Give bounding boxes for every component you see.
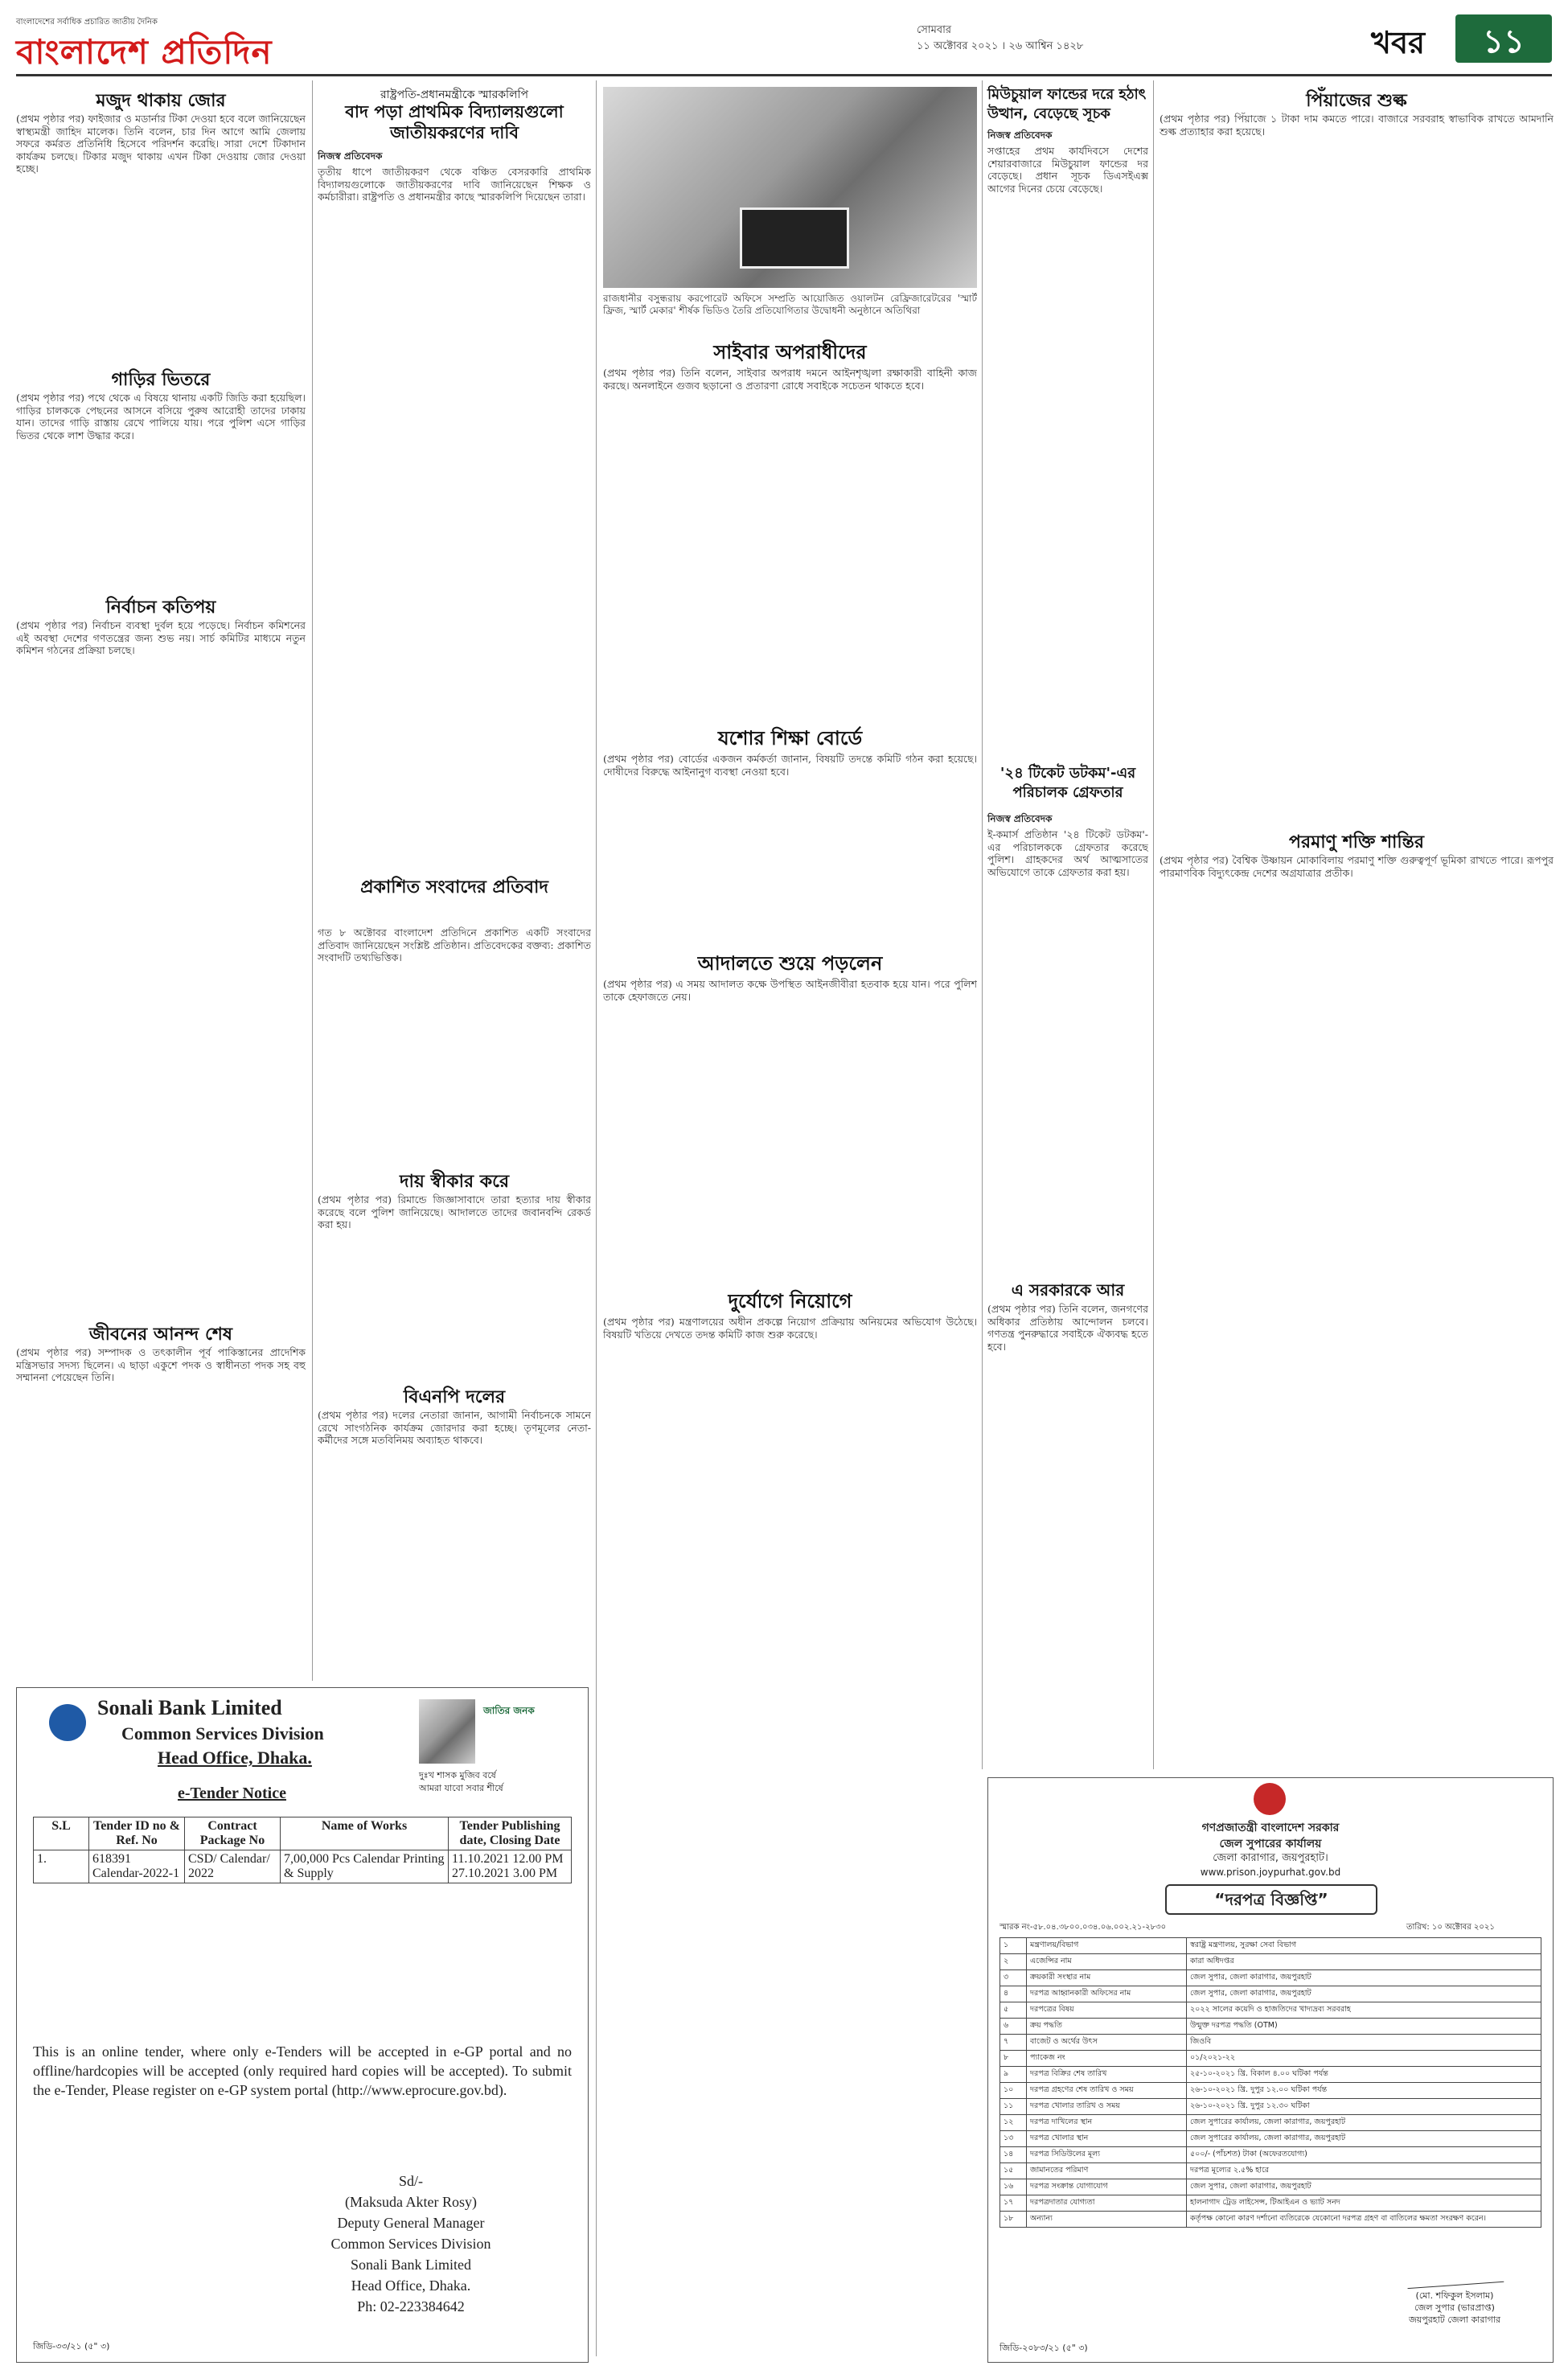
table-cell: CSD/ Calendar/ 2022 bbox=[185, 1850, 281, 1883]
tender-detail-value: জিওবি bbox=[1187, 2035, 1541, 2051]
article-body: ই-কমার্স প্রতিষ্ঠান '২৪ টিকেট ডটকম'-এর পরিচালককে গ্রেফতার করেছে পুলিশ। গ্রাহকদের অর্থ আত্মসাতের অভিযোগে তাকে গ্রেফতার করা হয়। bbox=[987, 828, 1148, 878]
tender-detail-item: বাজেট ও অর্থের উৎস bbox=[1027, 2035, 1187, 2051]
headline: যশোর শিক্ষা বোর্ডে bbox=[717, 727, 863, 750]
tender-detail-value: জেল সুপার, জেলা কারাগার, জয়পুরহাট bbox=[1187, 1970, 1541, 1986]
tender-detail-no: ৮ bbox=[1000, 2051, 1027, 2067]
headline: প্রকাশিত সংবাদের প্রতিবাদ bbox=[360, 877, 548, 897]
tender-detail-value: স্বরাষ্ট্র মন্ত্রণালয়, সুরক্ষা সেবা বিভাগ bbox=[1187, 1938, 1541, 1954]
masthead-tagline: বাংলাদেশের সর্বাধিক প্রচারিত জাতীয় দৈনিক bbox=[16, 18, 158, 27]
article-body: (প্রথম পৃষ্ঠার পর) দলের নেতারা জানান, আগামী নির্বাচনকে সামনে রেখে সাংগঠনিক কার্যক্রম জোরদার করা হচ্ছে। তৃণমূলের নেতা-কর্মীদের সঙ্গে মতবিনিময় অব্যাহত থাকবে। bbox=[318, 1409, 591, 1447]
headline: পিঁয়াজের শুল্ক bbox=[1306, 91, 1407, 111]
tender-detail-value: জেল সুপারের কার্যালয়, জেলা কারাগার, জয়পুরহাট bbox=[1187, 2115, 1541, 2131]
table-cell: 7,00,000 Pcs Calendar Printing & Supply bbox=[281, 1850, 449, 1883]
table-row bbox=[34, 1850, 572, 1883]
memo-date: তারিখ: ১০ অক্টোবর ২০২১ bbox=[1406, 1923, 1495, 1932]
headline: মিউচুয়াল ফান্ডের দরে হঠাৎ উত্থান, বেড়েছে সূচক bbox=[987, 86, 1147, 122]
tender-detail-no: ৭ bbox=[1000, 2035, 1027, 2051]
tender-detail-no: ১০ bbox=[1000, 2083, 1027, 2099]
table-cell: 618391 Calendar-2022-1 bbox=[89, 1850, 185, 1883]
photo-caption: রাজধানীর বসুন্ধরায় করপোরেট অফিসে সম্প্রতি আয়োজিত ওয়ালটন রেফ্রিজারেটরের 'স্মার্ট ফ্রিজ, স্মার্ট মেকার' শীর্ষক ভিডিও তৈরি প্রতিযোগিতার উদ্বোধনী অনুষ্ঠানে অতিথিরা bbox=[603, 293, 977, 316]
govt-line1: গণপ্রজাতন্ত্রী বাংলাদেশ সরকার bbox=[1201, 1822, 1340, 1834]
tender-detail-row bbox=[1000, 2099, 1541, 2115]
article-body: (প্রথম পৃষ্ঠার পর) নির্বাচন ব্যবস্থা দুর্বল হয়ে পড়েছে। নির্বাচন কমিশনের এই অবস্থা দেশের গণতন্ত্রের জন্য শুভ নয়। সার্চ কমিটির মাধ্যমে নতুন কমিশন গঠনের প্রক্রিয়া চলছে। bbox=[16, 619, 306, 657]
sonali-bank-tender-ad bbox=[16, 1687, 589, 2363]
headline: পরমাণু শক্তি শান্তির bbox=[1289, 832, 1424, 852]
sd-mark: Sd/- bbox=[398, 2173, 423, 2189]
tender-detail-item: দরপত্র আহ্বানকারী অফিসের নাম bbox=[1027, 1986, 1187, 2002]
tender-detail-value: ০১/২০২১-২২ bbox=[1187, 2051, 1541, 2067]
tender-detail-no: ৬ bbox=[1000, 2019, 1027, 2035]
article-body: (প্রথম পৃষ্ঠার পর) এ সময় আদালত কক্ষে উপস্থিত আইনজীবীরা হতবাক হয়ে যান। পরে পুলিশ তাকে হেফাজতে নেয়। bbox=[603, 978, 977, 1003]
tender-detail-value: কর্তৃপক্ষ কোনো কারণ দর্শানো ব্যতিরেকে যেকোনো দরপত্র গ্রহণ বা বাতিলের ক্ষমতা সংরক্ষণ করেন। bbox=[1187, 2212, 1541, 2228]
tender-detail-row bbox=[1000, 2002, 1541, 2019]
tender-detail-value: হালনাগাদ ট্রেড লাইসেন্স, টিআইএন ও ভ্যাট সনদ bbox=[1187, 2195, 1541, 2212]
column-header: Tender ID no & Ref. No bbox=[89, 1817, 185, 1850]
notice-title: “দরপত্র বিজ্ঞপ্তি” bbox=[1165, 1884, 1377, 1915]
byline: নিজস্ব প্রতিবেদক bbox=[987, 129, 1053, 141]
bank-logo bbox=[49, 1704, 86, 1741]
signer-name: (Maksuda Akter Rosy) bbox=[345, 2194, 477, 2210]
tender-detail-no: ১৭ bbox=[1000, 2195, 1027, 2212]
masthead-day: সোমবার bbox=[917, 24, 952, 36]
article-body: তৃতীয় ধাপে জাতীয়করণ থেকে বঞ্চিত বেসরকারি প্রাথমিক বিদ্যালয়গুলোকে জাতীয়করণের দাবি জানিয়েছেন শিক্ষক ও কর্মচারীরা। রাষ্ট্রপতি ও প্রধানমন্ত্রীর কাছে স্মারকলিপি দিয়েছেন তারা। bbox=[318, 166, 591, 203]
tender-detail-item: ক্রয় পদ্ধতি bbox=[1027, 2019, 1187, 2035]
tender-note: This is an online tender, where only e-Tenders will be accepted in e-GP portal and no offline/hardcopies will be accepted (only required hard copies will be accepted). To submit the e-Tender, Please register on e-GP system portal (http://www.eprocure.gov.bd). bbox=[33, 2043, 572, 2098]
headline: সাইবার অপরাধীদের bbox=[713, 341, 867, 363]
headline: নির্বাচন কতিপয় bbox=[105, 598, 216, 618]
tender-detail-item: এজেন্সির নাম bbox=[1027, 1954, 1187, 1970]
tender-detail-no: ১১ bbox=[1000, 2099, 1027, 2115]
tender-detail-row bbox=[1000, 1970, 1541, 1986]
tender-detail-row bbox=[1000, 1954, 1541, 1970]
article-body: (প্রথম পৃষ্ঠার পর) ফাইজার ও মডার্নার টিকা দেওয়া হবে বলে জানিয়েছেন স্বাস্থ্যমন্ত্রী জাহিদ মালেক। তিনি বলেন, চার দিন আগে আমি জেলায় সফরে কর্মরত প্রতিনিধি হিসেবে পরিদর্শন করেছি। সারা দেশে টিকাদান কার্যক্রম চলছে। টিকার মজুদ থাকায় এখন টিকা দেওয়ায় জোর দেওয়া হচ্ছে। bbox=[16, 113, 306, 175]
tender-detail-value: ২৬-১০-২০২১ খ্রি. দুপুর ১২.০০ ঘটিকা পর্যন্ত bbox=[1187, 2083, 1541, 2099]
tender-detail-row bbox=[1000, 2067, 1541, 2083]
bank-office: Head Office, Dhaka. bbox=[158, 1748, 312, 1768]
govt-signature bbox=[1366, 2290, 1543, 2326]
tender-detail-no: ৪ bbox=[1000, 1986, 1027, 2002]
ad-line: দুঃখ শাসক মুজিব বর্ষে bbox=[419, 1770, 496, 1780]
column-divider bbox=[312, 80, 313, 1681]
tender-detail-no: ১৬ bbox=[1000, 2179, 1027, 2195]
govt-line3: জেলা কারাগার, জয়পুরহাট। bbox=[1213, 1852, 1328, 1864]
tender-detail-value: উন্মুক্ত দরপত্র পদ্ধতি (OTM) bbox=[1187, 2019, 1541, 2035]
headline: গাড়ির ভিতরে bbox=[111, 370, 211, 390]
headline: মজুদ থাকায় জোর bbox=[96, 91, 226, 111]
tender-detail-value: জেল সুপার, জেলা কারাগার, জয়পুরহাট bbox=[1187, 1986, 1541, 2002]
tender-detail-no: ১২ bbox=[1000, 2115, 1027, 2131]
tender-detail-no: ২ bbox=[1000, 1954, 1027, 1970]
ad-ref: জিডি-৩৩/২১ (৫" ৩) bbox=[33, 2341, 110, 2351]
byline: নিজস্ব প্রতিবেদক bbox=[987, 813, 1053, 824]
tender-detail-item: প্যাকেজ নং bbox=[1027, 2051, 1187, 2067]
article-body: (প্রথম পৃষ্ঠার পর) পথে থেকে এ বিষয়ে থানায় একটি জিডি করা হয়েছিল। গাড়ির চালককে পেছনের আসনে বসিয়ে পুরুষ আরোহী তাদের ঢাকায় যান। তাদের গাড়ি রাস্তায় রেখে পালিয়ে যায়। পরে পুলিশ এসে গাড়ির ভিতর থেকে লাশ উদ্ধার করে। bbox=[16, 392, 306, 442]
headline: জীবনের আনন্দ শেষ bbox=[88, 1325, 233, 1345]
masthead bbox=[16, 8, 1552, 72]
headline: '২৪ টিকেট ডটকম'-এর পরিচালক গ্রেফতার bbox=[999, 765, 1136, 801]
tender-detail-value: কারা অধিদপ্তর bbox=[1187, 1954, 1541, 1970]
tender-detail-no: ৫ bbox=[1000, 2002, 1027, 2019]
tender-detail-value: দরপত্র মূল্যের ২.৫% হারে bbox=[1187, 2163, 1541, 2179]
tender-detail-no: ৯ bbox=[1000, 2067, 1027, 2083]
tender-detail-row bbox=[1000, 2195, 1541, 2212]
article-body: (প্রথম পৃষ্ঠার পর) বোর্ডের একজন কর্মকর্তা জানান, বিষয়টি তদন্তে কমিটি গঠন করা হয়েছে। দোষীদের বিরুদ্ধে আইনানুগ ব্যবস্থা নেওয়া হবে। bbox=[603, 753, 977, 778]
tender-detail-item: দরপত্র বিক্রির শেষ তারিখ bbox=[1027, 2067, 1187, 2083]
table-header-row bbox=[34, 1817, 572, 1850]
tender-detail-row bbox=[1000, 2035, 1541, 2051]
article-body: গত ৮ অক্টোবর বাংলাদেশ প্রতিদিনে প্রকাশিত একটি সংবাদের প্রতিবাদ জানিয়েছেন সংশ্লিষ্ট প্রতিষ্ঠান। প্রতিবেদকের বক্তব্য: প্রকাশিত সংবাদটি তথ্যভিত্তিক। bbox=[318, 926, 591, 964]
tender-detail-item: ক্রয়কারী সংস্থার নাম bbox=[1027, 1970, 1187, 1986]
tender-detail-row bbox=[1000, 2019, 1541, 2035]
headline: এ সরকারকে আর bbox=[1011, 1280, 1125, 1300]
tender-detail-value: ২০২২ সালের কয়েদি ও হাজতিদের খাদ্যদ্রব্য সরবরাহ bbox=[1187, 2002, 1541, 2019]
govt-tender-notice bbox=[987, 1777, 1554, 2363]
headline: বিএনপি দলের bbox=[403, 1387, 506, 1407]
article-body: (প্রথম পৃষ্ঠার পর) বৈশ্বিক উষ্ণায়ন মোকাবিলায় পরমাণু শক্তি গুরুত্বপূর্ণ ভূমিকা রাখতে পারে। রূপপুর পারমাণবিক বিদ্যুৎকেন্দ্র দেশের অগ্রযাত্রার প্রতীক। bbox=[1160, 854, 1554, 879]
page-number: ১১ bbox=[1483, 23, 1525, 60]
govt-designation: জেল সুপার (ভারপ্রাপ্ত) bbox=[1414, 2302, 1495, 2313]
tender-detail-row bbox=[1000, 2083, 1541, 2099]
tender-detail-row bbox=[1000, 2115, 1541, 2131]
tender-detail-item: জামানতের পরিমাণ bbox=[1027, 2163, 1187, 2179]
govt-signer: (মো. শফিকুল ইসলাম) bbox=[1415, 2290, 1494, 2301]
tender-detail-row bbox=[1000, 2212, 1541, 2228]
kicker: রাষ্ট্রপতি-প্রধানমন্ত্রীকে স্মারকলিপি bbox=[380, 88, 529, 101]
govt-office: জয়পুরহাট জেলা কারাগার bbox=[1408, 2314, 1501, 2325]
column-divider bbox=[982, 80, 983, 1769]
portrait-ad bbox=[419, 1699, 475, 1764]
tender-detail-value: জেল সুপার, জেলা কারাগার, জয়পুরহাট bbox=[1187, 2179, 1541, 2195]
headline: দায় স্বীকার করে bbox=[399, 1172, 510, 1192]
tender-detail-item: দরপত্রদাতার যোগ্যতা bbox=[1027, 2195, 1187, 2212]
signer-bank: Sonali Bank Limited bbox=[351, 2257, 471, 2273]
event-photo bbox=[603, 87, 977, 288]
article-body: (প্রথম পৃষ্ঠার পর) তিনি বলেন, সাইবার অপরাধ দমনে আইনশৃঙ্খলা রক্ষাকারী বাহিনী কাজ করছে। অনলাইনে গুজব ছড়ানো ও প্রতারণা রোধে সবাইকে সচেতন থাকতে হবে। bbox=[603, 367, 977, 392]
signer-office: Head Office, Dhaka. bbox=[351, 2277, 471, 2294]
tender-notice-title: e-Tender Notice bbox=[178, 1785, 286, 1802]
memo-ref: স্মারক নং-৫৮.০৪.৩৮০০.০৩৪.০৬.০০২.২১-২৮৩০ bbox=[999, 1923, 1167, 1932]
tender-detail-no: ৩ bbox=[1000, 1970, 1027, 1986]
tender-detail-no: ১ bbox=[1000, 1938, 1027, 1954]
tender-detail-no: ১৪ bbox=[1000, 2147, 1027, 2163]
column-header: S.L bbox=[34, 1817, 89, 1850]
byline: নিজস্ব প্রতিবেদক bbox=[318, 150, 383, 162]
signer-designation: Deputy General Manager bbox=[337, 2215, 485, 2231]
tender-detail-value: ৫০০/- (পাঁচশত) টাকা (অফেরতযোগ্য) bbox=[1187, 2147, 1541, 2163]
headline: আদালতে শুয়ে পড়লেন bbox=[697, 952, 883, 975]
tender-detail-row bbox=[1000, 1938, 1541, 1954]
tender-detail-item: দরপত্র গ্রহণের শেষ তারিখ ও সময় bbox=[1027, 2083, 1187, 2099]
tender-detail-item: দরপত্র খোলার স্থান bbox=[1027, 2131, 1187, 2147]
tender-detail-row bbox=[1000, 2163, 1541, 2179]
tender-detail-no: ১৫ bbox=[1000, 2163, 1027, 2179]
tender-table bbox=[33, 1817, 572, 1883]
govt-gd: জিডি-২০৮৩/২১ (৫" ৩) bbox=[999, 2343, 1088, 2353]
article-body: (প্রথম পৃষ্ঠার পর) সম্পাদক ও তৎকালীন পূর্ব পাকিস্তানের প্রাদেশিক মন্ত্রিসভার সদস্য ছিলেন। এ ছাড়া একুশে পদক ও স্বাধীনতা পদক সহ বহু সম্মাননা পেয়েছেন তিনি। bbox=[16, 1346, 306, 1384]
column-divider bbox=[1153, 80, 1154, 1769]
column-header: Name of Works bbox=[281, 1817, 449, 1850]
tender-detail-value: জেল সুপারের কার্যালয়, জেলা কারাগার, জয়পুরহাট bbox=[1187, 2131, 1541, 2147]
photo-clapperboard bbox=[740, 207, 849, 269]
article-body: (প্রথম পৃষ্ঠার পর) তিনি বলেন, জনগণের অধিকার প্রতিষ্ঠায় আন্দোলন চলবে। গণতন্ত্র পুনরুদ্ধারে সবাইকে ঐক্যবদ্ধ হতে হবে। bbox=[987, 1303, 1148, 1353]
tender-details-table bbox=[999, 1937, 1541, 2228]
headline: দুর্যোগে নিয়োগে bbox=[728, 1290, 852, 1312]
tender-detail-item: দরপত্র দাখিলের স্থান bbox=[1027, 2115, 1187, 2131]
article-body: (প্রথম পৃষ্ঠার পর) রিমান্ডে জিজ্ঞাসাবাদে তারা হত্যার দায় স্বীকার করেছে বলে পুলিশ জানিয়েছে। আদালতে তাদের জবানবন্দি রেকর্ড করা হয়। bbox=[318, 1193, 591, 1231]
column-header: Tender Publishing date, Closing Date bbox=[449, 1817, 572, 1850]
article-body: (প্রথম পৃষ্ঠার পর) পিঁয়াজে ১ টাকা দাম কমতে পারে। বাজারে সরবরাহ স্বাভাবিক রাখতে আমদানি শুল্ক প্রত্যাহার করা হয়েছে। bbox=[1160, 113, 1554, 138]
table-cell: 1. bbox=[34, 1850, 89, 1883]
tender-detail-item: দরপত্র খোলার তারিখ ও সময় bbox=[1027, 2099, 1187, 2115]
section-label: খবর bbox=[1371, 25, 1426, 60]
column-divider bbox=[596, 80, 597, 2356]
tender-detail-item: মন্ত্রণালয়/বিভাগ bbox=[1027, 1938, 1187, 1954]
govt-line2: জেল সুপারের কার্যালয় bbox=[1219, 1838, 1322, 1850]
tender-detail-row bbox=[1000, 2147, 1541, 2163]
tender-detail-item: দরপত্রের বিষয় bbox=[1027, 2002, 1187, 2019]
masthead-date: ১১ অক্টোবর ২০২১ । ২৬ আশ্বিন ১৪২৮ bbox=[917, 40, 1084, 52]
headline: বাদ পড়া প্রাথমিক বিদ্যালয়গুলো জাতীয়করণের দাবি bbox=[345, 102, 564, 142]
tender-detail-value: ২৬-১০-২০২১ খ্রি. দুপুর ১২.৩০ ঘটিকা bbox=[1187, 2099, 1541, 2115]
tender-detail-item: অন্যান্য bbox=[1027, 2212, 1187, 2228]
bank-division: Common Services Division bbox=[121, 1723, 324, 1744]
govt-emblem bbox=[1254, 1783, 1286, 1815]
signer-phone: Ph: 02-223384642 bbox=[357, 2298, 465, 2314]
signature-block bbox=[274, 2171, 548, 2317]
tender-detail-row bbox=[1000, 2051, 1541, 2067]
bank-title: Sonali Bank Limited bbox=[97, 1696, 282, 1719]
tender-detail-item: দরপত্র সংক্রান্ত যোগাযোগ bbox=[1027, 2179, 1187, 2195]
signature-mark bbox=[1406, 2249, 1504, 2289]
signer-division: Common Services Division bbox=[330, 2236, 491, 2252]
tender-detail-no: ১৮ bbox=[1000, 2212, 1027, 2228]
tender-detail-row bbox=[1000, 2131, 1541, 2147]
masthead-rule bbox=[16, 74, 1552, 76]
masthead-logo: বাংলাদেশ প্রতিদিন bbox=[16, 32, 273, 72]
govt-website[interactable]: www.prison.joypurhat.gov.bd bbox=[1200, 1867, 1341, 1878]
column-header: Contract Package No bbox=[185, 1817, 281, 1850]
table-cell: 11.10.2021 12.00 PM 27.10.2021 3.00 PM bbox=[449, 1850, 572, 1883]
tender-detail-no: ১৩ bbox=[1000, 2131, 1027, 2147]
ad-name: জাতির জনক bbox=[483, 1705, 535, 1716]
tender-detail-item: দরপত্র সিডিউলের মূল্য bbox=[1027, 2147, 1187, 2163]
article-body: সপ্তাহের প্রথম কার্যদিবসে দেশের শেয়ারবাজারে মিউচুয়াল ফান্ডের দর বেড়েছে। প্রধান সূচক ডিএসইএক্স আগের দিনের চেয়ে বেড়েছে। bbox=[987, 145, 1148, 195]
tender-detail-row bbox=[1000, 2179, 1541, 2195]
tender-detail-value: ২৫-১০-২০২১ খ্রি. বিকাল ৪.০০ ঘটিকা পর্যন্ত bbox=[1187, 2067, 1541, 2083]
article-body: (প্রথম পৃষ্ঠার পর) মন্ত্রণালয়ের অধীন প্রকল্পে নিয়োগ প্রক্রিয়ায় অনিয়মের অভিযোগ উঠেছে। বিষয়টি খতিয়ে দেখতে তদন্ত কমিটি কাজ শুরু করেছে। bbox=[603, 1316, 977, 1341]
tender-detail-row bbox=[1000, 1986, 1541, 2002]
ad-line: আমরা যাবো সবার শীর্ষে bbox=[419, 1783, 503, 1793]
